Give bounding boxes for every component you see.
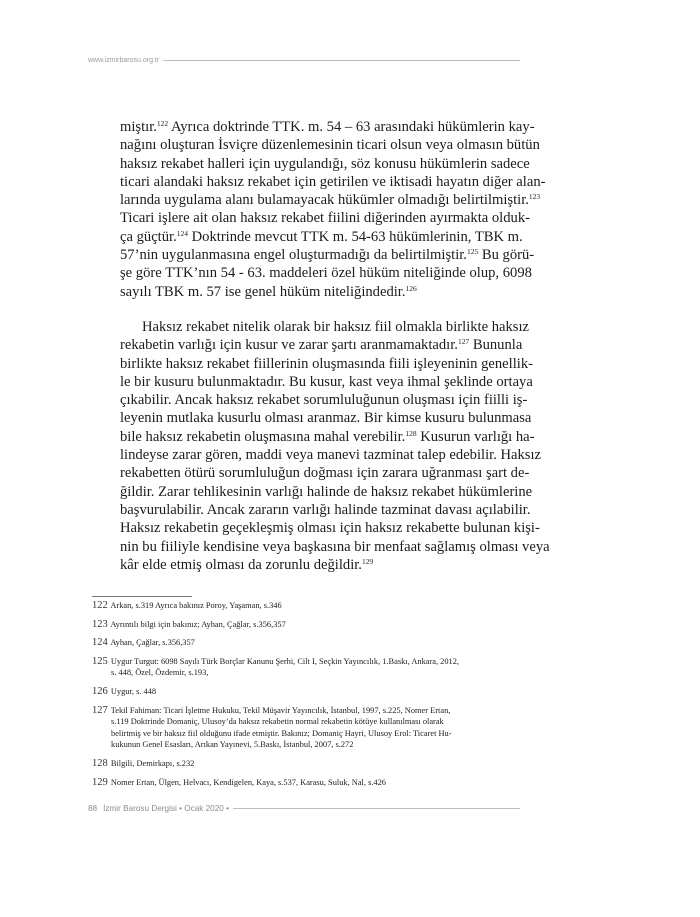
text-line: ça güçtür.$^{124}$ Doktrinde mevcut TTK m. 54-63 hükümlerinin, TBK m.: [120, 228, 523, 245]
footnote: [92, 619, 520, 631]
text-line: lindeyse zarar gören, maddi veya manevi tazminat talep edebilir. Haksız: [120, 447, 542, 464]
footnote-ref[interactable]: 129: [361, 556, 374, 566]
footnote-ref[interactable]: 126: [405, 283, 417, 293]
footnote: [92, 656, 520, 679]
text-line: rekabetin varlığı için kusur ve zarar şartı aranmamaktadır.$^{127}$ Bununla: [120, 337, 523, 354]
text-line: ticari alandaki haksız rekabet için getirilen ve iktisadi hayatın diğer alan-: [120, 173, 546, 190]
footnote-number: 123: [92, 618, 108, 630]
text-line: çıkabilir. Ancak haksız rekabet sorumluluğunun oluşması için fiilli iş-: [120, 392, 528, 409]
footer-rule: [233, 808, 520, 809]
text-line: kâr elde etmiş olması da zorunlu değildir.$^{129}$: [120, 556, 374, 573]
footnote-text: Nomer Ertan, Ülgen, Helvacı, Kendigelen, Kaya, s.537, Karasu, Suluk, Nal, s.426: [108, 777, 386, 787]
footnote-ref[interactable]: 127: [457, 337, 470, 347]
footnote: [92, 600, 520, 612]
footnote-number: 124: [92, 637, 108, 649]
footnote-text: Tekil Fahiman: Ticari İşletme Hukuku, Tekil Müşavir Yayıncılık, İstanbul, 1997, s.225, Nomer Ertan,: [108, 705, 451, 715]
paragraph: [120, 318, 550, 574]
footnote: [92, 637, 520, 649]
footnote-text: belirtmiş ve bir haksız fiil olduğunu ifade etmiştir. Bakınız; Domaniç Hayri, Ulusoy Erol: Ticaret Hu-: [111, 728, 452, 738]
footnote-ref[interactable]: 122: [156, 119, 169, 128]
text-line: bile haksız rekabetin oluşmasına mahal verebilir.$^{128}$ Kusurun varlığı ha-: [120, 428, 535, 445]
footnote: [92, 686, 520, 698]
footnote-number: 125: [92, 655, 108, 667]
footnote-separator: [92, 596, 192, 597]
footnote-ref[interactable]: 123: [528, 192, 541, 202]
footnote-ref[interactable]: 128: [405, 428, 417, 438]
text-line: rekabetten ötürü sorumluluğun doğması için zarara uğranması şart de-: [120, 465, 530, 482]
text-line: birlikte haksız rekabet fiillerinin oluşmasında fiili işleyeninin genellik-: [120, 355, 533, 372]
paragraph: [120, 118, 546, 301]
text-line: 57’nin uygulanmasına engel oluşturmadığı da belirtilmiştir.$^{125}$ Bu görü-: [120, 247, 535, 264]
footnote: [92, 777, 520, 789]
page-footer: [88, 802, 520, 814]
footnote-number: 126: [92, 685, 108, 697]
main-text: [120, 118, 550, 574]
text-line: ğildir. Zarar tehlikesinin varlığı halinde de haksız rekabet hükümlerine: [120, 483, 533, 500]
footnote-text: s. 448, Özel, Özdemir, s.193,: [111, 668, 209, 678]
footnote-number: 127: [92, 704, 108, 716]
footnote-text: Uygur, s. 448: [108, 686, 157, 696]
text-line: miştır.$^{122}$ Ayrıca doktrinde TTK. m. 54 – 63 arasındaki hükümlerin kay-: [120, 119, 535, 135]
text-line: Haksız rekabetin geçekleşmiş olması için haksız rekabette bulunan kişi-: [120, 520, 540, 537]
text-line: nağını oluşturan İsviçre düzenlemesinin ticari olsun veya olmasın bütün: [120, 137, 540, 154]
header-url: www.izmirbarosu.org.tr: [88, 56, 160, 64]
journal-name: İzmir Barosu Dergisi • Ocak 2020 •: [103, 803, 229, 813]
text-line: le bir kusuru bulunmaktadır. Bu kusur, kast veya ihmal şeklinde ortaya: [120, 373, 533, 390]
text-line: leyenin mutlaka kusurlu olması aranmaz. Bir kimse kusuru bulunmasa: [120, 410, 532, 427]
page-header: [88, 54, 520, 66]
footnote: [92, 705, 520, 751]
footnote-number: 129: [92, 776, 108, 788]
footnote-text: Ayhan, Çağlar, s.356,357: [108, 638, 195, 648]
footnotes: [92, 600, 520, 795]
text-line: Haksız rekabet nitelik olarak bir haksız fiil olmakla birlikte haksız: [142, 318, 530, 335]
footnote-ref[interactable]: 124: [176, 228, 188, 238]
text-line: Ticari işlere ait olan haksız rekabet fiilini diğerinden ayırmakta olduk-: [120, 210, 530, 227]
header-rule: [163, 60, 520, 61]
footnote-text: Uygur Turgut: 6098 Sayılı Türk Borçlar Kanunu Şerhi, Cilt I, Seçkin Yayıncılık, 1.Baskı, Ankara, 2012,: [108, 656, 460, 666]
text-line: haksız rekabet halleri için uygulandığı, söz konusu hükümlerin sadece: [120, 155, 530, 172]
footnote-text: kukunun Genel Esasları, Arıkan Yayınevi, 5.Baskı, İstanbul, 2007, s.272: [111, 740, 354, 750]
page-number: 88: [88, 803, 98, 813]
text-line: sayılı TBK m. 57 ise genel hüküm niteliğindedir.$^{126}$: [120, 283, 417, 300]
footnote: [92, 758, 520, 770]
footnote-number: 128: [92, 757, 108, 769]
footnote-number: 122: [92, 600, 108, 611]
footnote-ref[interactable]: 125: [466, 247, 479, 257]
footnote-text: Arkan, s.319 Ayrıca bakınız Poroy, Yaşaman, s.346: [108, 601, 282, 610]
footnote-text: s.119 Doktrinde Domaniç, Ulusoy’da haksız rekabetin normal rekabetin kötüye kullanılması olarak: [111, 717, 444, 727]
text-line: şe göre TTK’nın 54 - 63. maddeleri özel hüküm niteliğinde olup, 6098: [120, 265, 532, 282]
text-line: larında uygulama alanı bulamayacak hükümler olmadığı belirtilmiştir.$^{123}$: [120, 192, 541, 209]
text-line: başvurulabilir. Ancak zararın varlığı halinde tazminat davası açılabilir.: [120, 501, 531, 518]
footnote-text: Ayrıntılı bilgi için bakınız; Ayhan, Çağlar, s.356,357: [108, 619, 286, 629]
footnote-text: Bilgili, Demirkapı, s.232: [108, 758, 195, 768]
text-line: nin bu fiiliyle kendisine veya başkasına bir menfaat sağlamış olması veya: [120, 538, 550, 555]
